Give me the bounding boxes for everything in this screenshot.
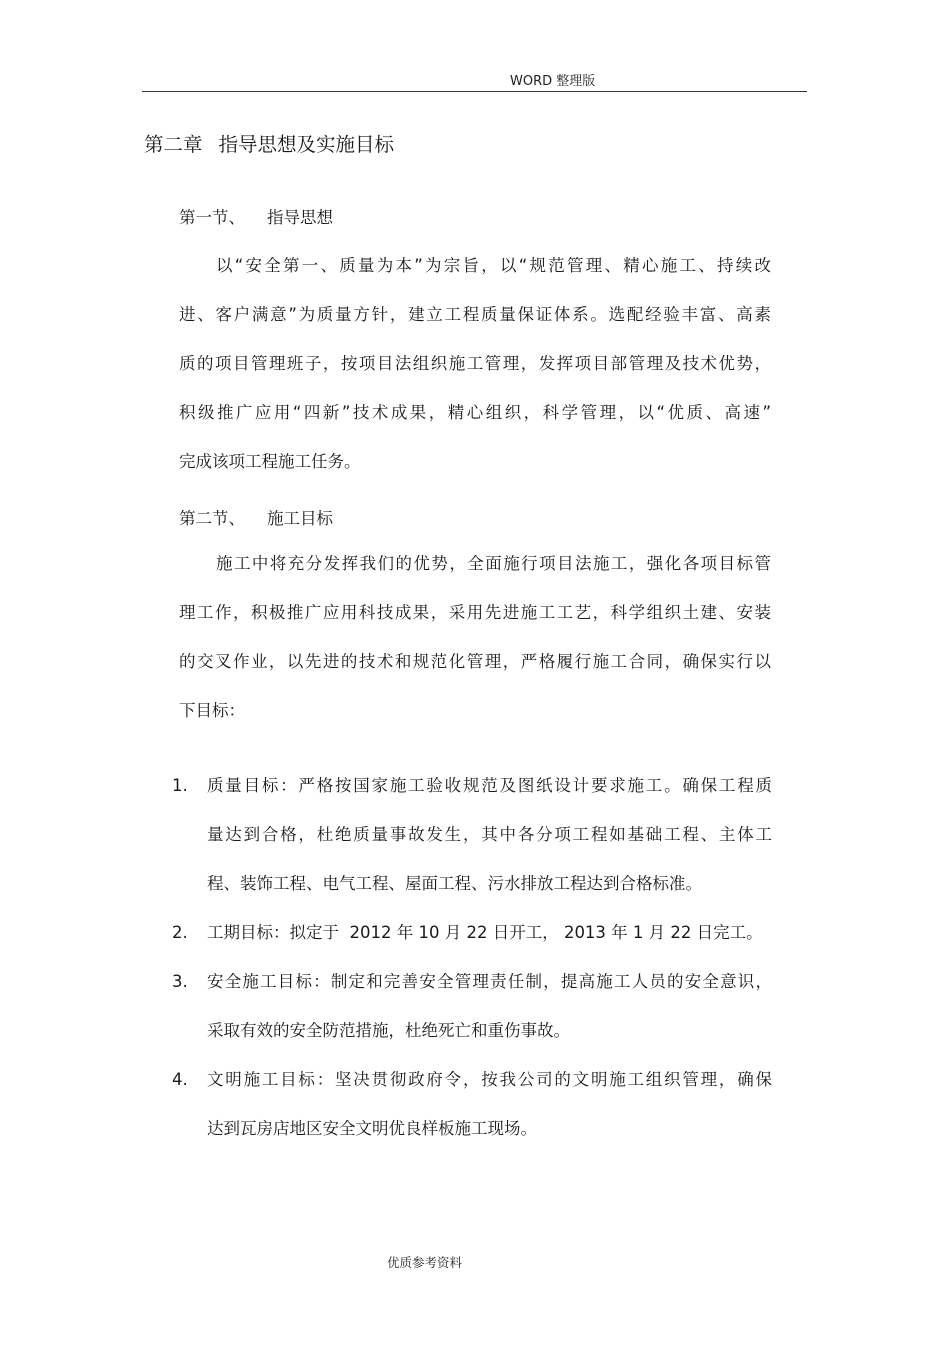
section-1-paragraph xyxy=(179,256,771,501)
chapter-title: 指导思想及实施目标 xyxy=(218,133,395,156)
list-item-line: 安全施工目标：制定和完善安全管理责任制，提高施工人员的安全意识， xyxy=(207,972,772,991)
section-2-number: 第二节、 xyxy=(179,509,245,528)
list-number: 4. xyxy=(172,1070,188,1089)
section-2-paragraph xyxy=(179,554,771,750)
list-item-line: 采取有效的安全防范措施，杜绝死亡和重伤事故。 xyxy=(207,1021,570,1040)
paragraph-line: 进、客户满意”为质量方针，建立工程质量保证体系。选配经验丰富、高素 xyxy=(179,305,771,324)
list-number: 2. xyxy=(172,923,188,942)
header-divider xyxy=(142,91,807,92)
list-item-line: 达到瓦房店地区安全文明优良样板施工现场。 xyxy=(207,1119,537,1138)
goals-list xyxy=(172,776,772,1168)
paragraph-line: 理工作，积极推广应用科技成果，采用先进施工工艺，科学组织土建、安装 xyxy=(179,603,771,622)
paragraph-line: 完成该项工程施工任务。 xyxy=(179,452,361,471)
list-item-line: 程、装饰工程、电气工程、屋面工程、污水排放工程达到合格标准。 xyxy=(207,874,702,893)
section-2-heading xyxy=(179,505,333,529)
page-footer: 优质参考资料 xyxy=(387,1255,463,1270)
list-item-line: 量达到合格，杜绝质量事故发生，其中各分项工程如基础工程、主体工 xyxy=(207,825,772,844)
list-number: 3. xyxy=(172,972,188,991)
list-item-line: 工期目标：拟定于 2012 年 10 月 22 日开工， 2013 年 1 月 22 日完工。 xyxy=(207,923,763,942)
list-number: 1. xyxy=(172,776,188,795)
section-1-heading xyxy=(179,204,333,228)
section-2-title: 施工目标 xyxy=(267,509,333,528)
goal-item-schedule xyxy=(172,923,772,972)
section-1-number: 第一节、 xyxy=(179,208,245,227)
chapter-number: 第二章 xyxy=(144,133,203,156)
paragraph-line: 下目标： xyxy=(179,701,245,720)
goal-item-quality xyxy=(172,776,772,923)
paragraph-line: 施工中将充分发挥我们的优势，全面施行项目法施工，强化各项目标管 xyxy=(216,554,771,573)
list-item-line: 文明施工目标：坚决贯彻政府令，按我公司的文明施工组织管理，确保 xyxy=(207,1070,772,1089)
paragraph-line: 的交叉作业，以先进的技术和规范化管理，严格履行施工合同，确保实行以 xyxy=(179,652,771,671)
goal-item-safety xyxy=(172,972,772,1070)
chapter-heading xyxy=(144,129,394,157)
page-header: WORD 整理版 xyxy=(510,74,596,89)
list-item-line: 质量目标：严格按国家施工验收规范及图纸设计要求施工。确保工程质 xyxy=(207,776,772,795)
section-1-title: 指导思想 xyxy=(267,208,333,227)
goal-item-civilized xyxy=(172,1070,772,1168)
paragraph-line: 以“安全第一、质量为本”为宗旨，以“规范管理、精心施工、持续改 xyxy=(216,256,771,275)
paragraph-line: 积级推广应用“四新”技术成果，精心组织，科学管理，以“优质、高速” xyxy=(179,403,771,422)
paragraph-line: 质的项目管理班子，按项目法组织施工管理，发挥项目部管理及技术优势， xyxy=(179,354,771,373)
